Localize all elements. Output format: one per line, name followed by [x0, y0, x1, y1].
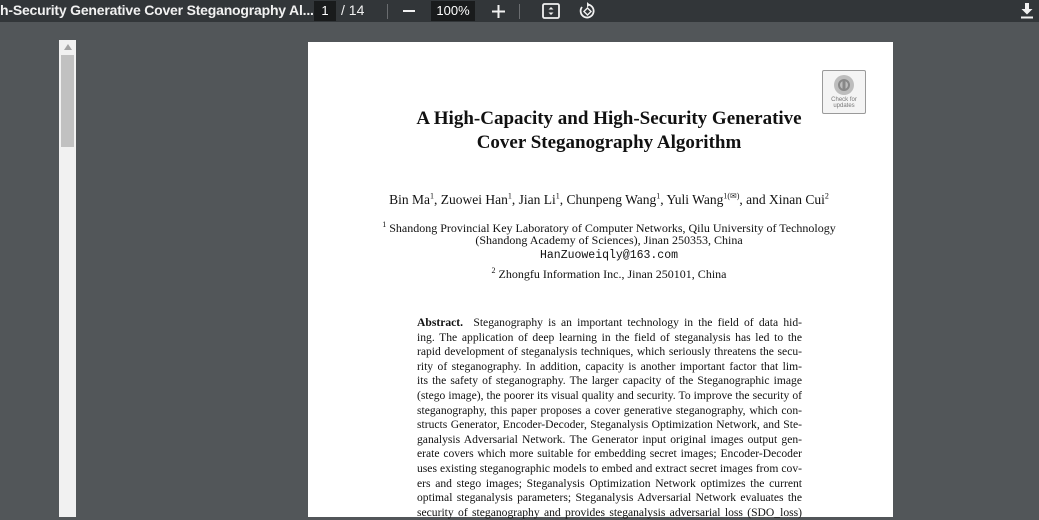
- badge-text: Check for updates: [831, 97, 857, 109]
- scroll-up-button[interactable]: [59, 40, 76, 54]
- zoom-in-button[interactable]: [488, 0, 508, 22]
- download-icon: [1020, 3, 1034, 19]
- abstract: [417, 316, 802, 520]
- abstract-line: steganography, this paper proposes a cover generative steganography, which con-: [417, 403, 802, 417]
- author: Xinan Cui$^2$: [768, 191, 829, 207]
- author-email: HanZuoweiqly@163.com: [539, 249, 679, 262]
- viewer-background: [0, 22, 1039, 42]
- author: Bin Ma$^1$,: [389, 191, 441, 207]
- abstract-line: ing. The application of deep learning in the field of steganalysis has led to the: [417, 330, 802, 344]
- abstract-line: rapid development of steganalysis techniques, which seriously threatens the secu-: [417, 345, 802, 359]
- abstract-line: its the safety of steganography. The larger capacity of the Steganographic image: [417, 374, 802, 388]
- affiliation-1-cont: (Shandong Academy of Sciences), Jinan 250353, China: [475, 233, 743, 247]
- thumbnail-scrollbar[interactable]: [59, 40, 76, 517]
- author: Yuli Wang$^{1(✉)}$, and: [666, 191, 769, 207]
- abstract-line: ganalysis Adversarial Network. The Generator input original images output gen-: [417, 432, 802, 446]
- title-line: Cover Steganography Algorithm: [476, 132, 742, 153]
- abstract-line: rity of steganography. In addition, capacity is another important factor that lim-: [417, 359, 802, 373]
- rotate-button[interactable]: [576, 0, 598, 22]
- abstract-line: structs Generator, Encoder-Decoder, Steganalysis Optimization Network, and Ste-: [417, 418, 802, 432]
- page-number-input[interactable]: 1: [314, 1, 336, 21]
- abstract-line: Abstract. Steganography is an important technology in the field of data hid-: [417, 316, 802, 329]
- title-line: A High-Capacity and High-Security Generative: [416, 108, 802, 129]
- abstract-line: erate covers which more suitable for embedding secret images; Encoder-Decoder: [417, 447, 802, 461]
- affiliation-2: $^2$ Zhongfu Information Inc., Jinan 250101, China: [491, 266, 727, 281]
- author-list: [308, 187, 910, 209]
- rotate-icon: [578, 2, 596, 20]
- pdf-toolbar: [0, 0, 1039, 22]
- zoom-level-input[interactable]: 100%: [431, 1, 475, 21]
- abstract-line: optimal steganalysis parameters; Steganalysis Adversarial Network evaluates the: [417, 491, 802, 505]
- author: Chunpeng Wang$^1$,: [566, 191, 667, 207]
- author: Jian Li$^1$,: [518, 191, 567, 207]
- plus-icon: [492, 5, 505, 18]
- zoom-out-button[interactable]: [400, 0, 418, 22]
- abstract-line: security of steganography and provides steganalysis adversarial loss (SDO_loss): [417, 505, 802, 519]
- crossmark-icon: [834, 75, 854, 95]
- minus-icon: [403, 5, 415, 17]
- scroll-thumb[interactable]: [61, 55, 74, 147]
- abstract-label: Abstract.: [417, 316, 464, 329]
- download-button[interactable]: [1017, 0, 1037, 22]
- toolbar-divider: [519, 4, 520, 19]
- document-title: h-Security Generative Cover Steganography Al...: [0, 2, 314, 18]
- abstract-line: ers and stego images; Steganalysis Optimization Network optimizes the current: [417, 476, 802, 490]
- fit-page-icon: [542, 3, 560, 19]
- page-total: / 14: [341, 2, 365, 18]
- affiliation-1: $^1$ Shandong Provincial Key Laboratory of Computer Networks, Qilu University of Technology: [382, 220, 836, 235]
- toolbar-divider: [387, 4, 388, 19]
- fit-to-page-button[interactable]: [540, 0, 562, 22]
- author: Zuowei Han$^1$,: [440, 191, 519, 207]
- paper-title: [308, 107, 910, 155]
- abstract-line: (stego image), the poorer its visual quality and security. To improve the security of: [417, 388, 802, 402]
- pdf-page: [308, 42, 893, 517]
- abstract-line: uses existing steganographic models to embed and extract secret images from cov-: [417, 461, 802, 475]
- chevron-up-icon: [64, 44, 72, 50]
